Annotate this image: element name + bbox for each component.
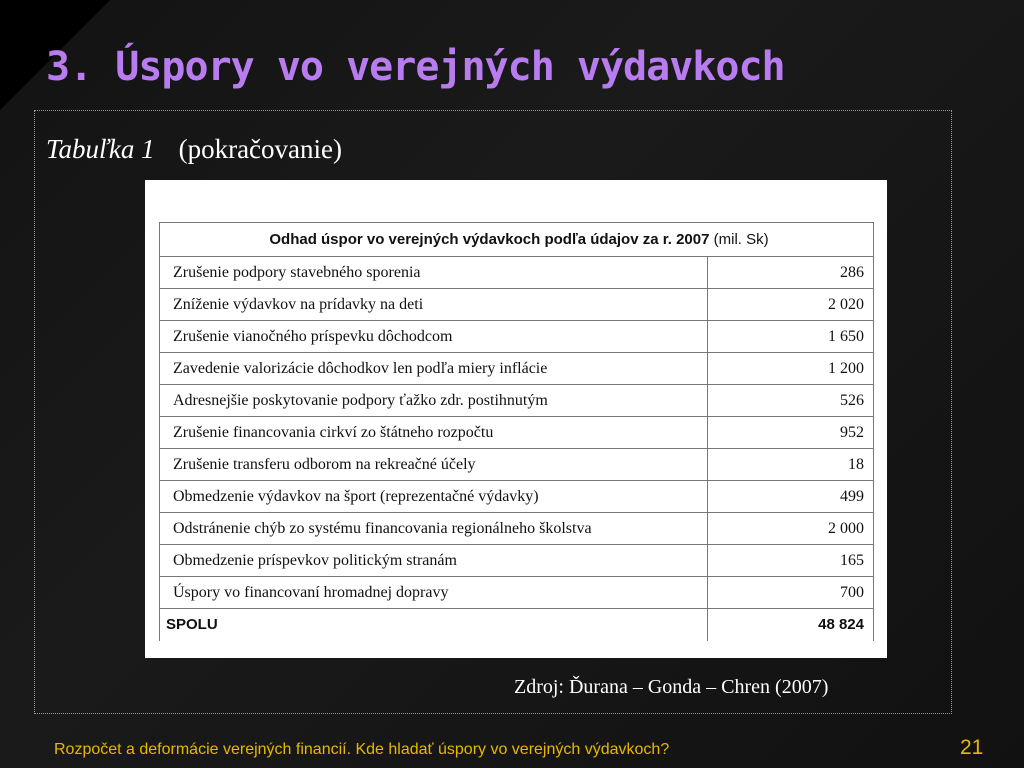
row-label: Obmedzenie príspevkov politickým stranám — [160, 545, 708, 577]
row-label: Obmedzenie výdavkov na šport (reprezentačné výdavky) — [160, 481, 708, 513]
row-value: 526 — [708, 385, 874, 417]
table-row — [160, 449, 874, 481]
table-row — [160, 257, 874, 289]
table-caption-note: (pokračovanie) — [178, 134, 343, 164]
row-value: 700 — [708, 577, 874, 609]
table-row — [160, 577, 874, 609]
total-label: SPOLU — [160, 609, 708, 641]
row-value: 952 — [708, 417, 874, 449]
row-label: Odstránenie chýb zo systému financovania regionálneho školstva — [160, 513, 708, 545]
table-total-row — [160, 609, 874, 641]
slide-title: 3. Úspory vo verejných výdavkoch — [46, 44, 785, 90]
row-label: Zrušenie podpory stavebného sporenia — [160, 257, 708, 289]
savings-table — [159, 222, 874, 641]
row-value: 1 200 — [708, 353, 874, 385]
table-row — [160, 353, 874, 385]
total-value: 48 824 — [708, 609, 874, 641]
row-value: 1 650 — [708, 321, 874, 353]
row-label: Zrušenie vianočného príspevku dôchodcom — [160, 321, 708, 353]
table-row — [160, 289, 874, 321]
row-label: Zrušenie transferu odborom na rekreačné účely — [160, 449, 708, 481]
table-row — [160, 321, 874, 353]
table-caption-number: Tabuľka 1 — [46, 134, 155, 164]
row-value: 286 — [708, 257, 874, 289]
row-value: 165 — [708, 545, 874, 577]
table-header-cell — [160, 223, 874, 257]
footer-text: Rozpočet a deformácie verejných financií. Kde hladať úspory vo verejných výdavkoch? — [54, 741, 670, 758]
table-row — [160, 481, 874, 513]
row-label: Zníženie výdavkov na prídavky na deti — [160, 289, 708, 321]
row-value: 18 — [708, 449, 874, 481]
table-row — [160, 385, 874, 417]
row-label: Zavedenie valorizácie dôchodkov len podľa miery inflácie — [160, 353, 708, 385]
row-label: Adresnejšie poskytovanie podpory ťažko zdr. postihnutým — [160, 385, 708, 417]
table-row — [160, 417, 874, 449]
row-value: 2 000 — [708, 513, 874, 545]
row-value: 2 020 — [708, 289, 874, 321]
table-header-unit: (mil. Sk) — [713, 231, 769, 248]
table-caption — [46, 134, 342, 165]
source-citation: Zdroj: Ďurana – Gonda – Chren (2007) — [514, 676, 829, 698]
table-header-title: Odhad úspor vo verejných výdavkoch podľa údajov za r. 2007 — [269, 231, 710, 248]
table-panel — [145, 180, 887, 658]
table-row — [160, 513, 874, 545]
page-number: 21 — [960, 736, 984, 759]
row-value: 499 — [708, 481, 874, 513]
table-header-row — [160, 223, 874, 257]
table-row — [160, 545, 874, 577]
row-label: Úspory vo financovaní hromadnej dopravy — [160, 577, 708, 609]
row-label: Zrušenie financovania cirkví zo štátneho rozpočtu — [160, 417, 708, 449]
